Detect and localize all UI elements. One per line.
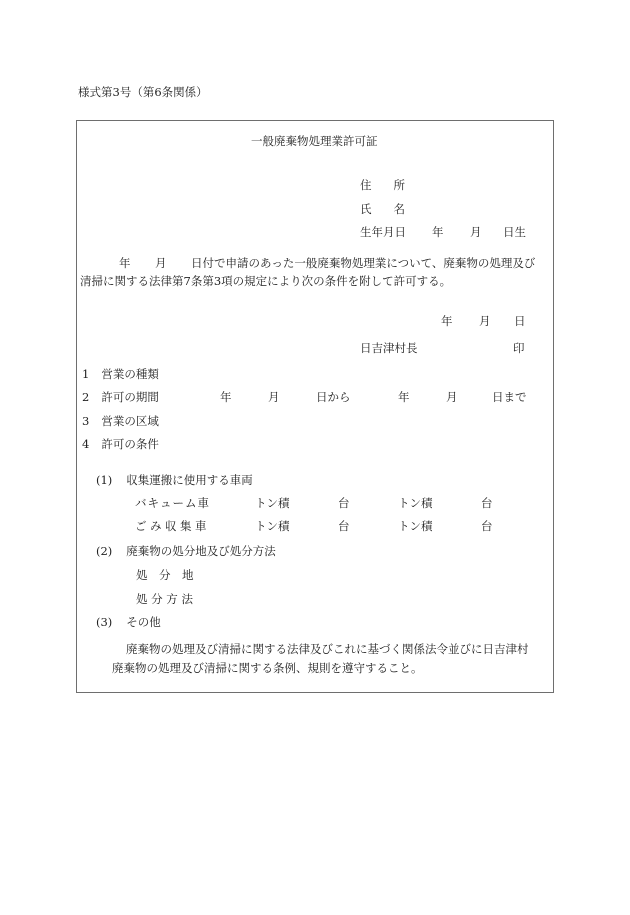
condition-3-text-line-2: 廃棄物の処理及び清掃に関する条例、規則を遵守すること。	[112, 661, 423, 675]
disposal-method-label: 処 分 方 法	[136, 592, 193, 606]
item-permit-period: 2 許可の期間 年 月 日から 年 月 日まで	[82, 390, 527, 404]
item-business-area: 3 営業の区域	[82, 414, 159, 428]
issuer-name: 日吉津村長	[360, 341, 418, 355]
item-permit-conditions: 4 許可の条件	[82, 437, 159, 451]
issue-date-day: 日	[514, 314, 526, 328]
form-number: 様式第3号（第6条関係）	[78, 85, 208, 99]
condition-3-text-line-1: 廃棄物の処理及び清掃に関する法律及びこれに基づく関係法令並びに日吉津村	[126, 642, 529, 656]
condition-2-heading: (2) 廃棄物の処分地及び処分方法	[96, 544, 276, 558]
preamble-line-2: 清掃に関する法律第7条第3項の規定により次の条件を附して許可する。	[80, 274, 452, 288]
item-business-type: 1 営業の種類	[82, 367, 159, 381]
certificate-title: 一般廃棄物処理業許可証	[251, 134, 378, 148]
permit-certificate-box	[76, 120, 554, 693]
vehicle-row-garbage: ごみ収集車 トン積 台 トン積 台	[135, 519, 493, 533]
seal-mark: 印	[513, 341, 525, 355]
issue-date-year: 年	[441, 314, 453, 328]
birthdate-line: 生年月日 年 月 日生	[360, 225, 526, 239]
condition-3-heading: (3) その他	[96, 615, 161, 629]
name-label: 氏 名	[360, 202, 405, 216]
address-label: 住 所	[360, 178, 405, 192]
preamble-line-1: 年 月 日付で申請のあった一般廃棄物処理業について、廃棄物の処理及び	[119, 256, 536, 270]
condition-1-heading: (1) 収集運搬に使用する車両	[96, 473, 253, 487]
issue-date-month: 月	[479, 314, 491, 328]
vehicle-row-vacuum: バキューム車 トン積 台 トン積 台	[135, 496, 493, 510]
disposal-site-label: 処 分 地	[136, 568, 194, 582]
